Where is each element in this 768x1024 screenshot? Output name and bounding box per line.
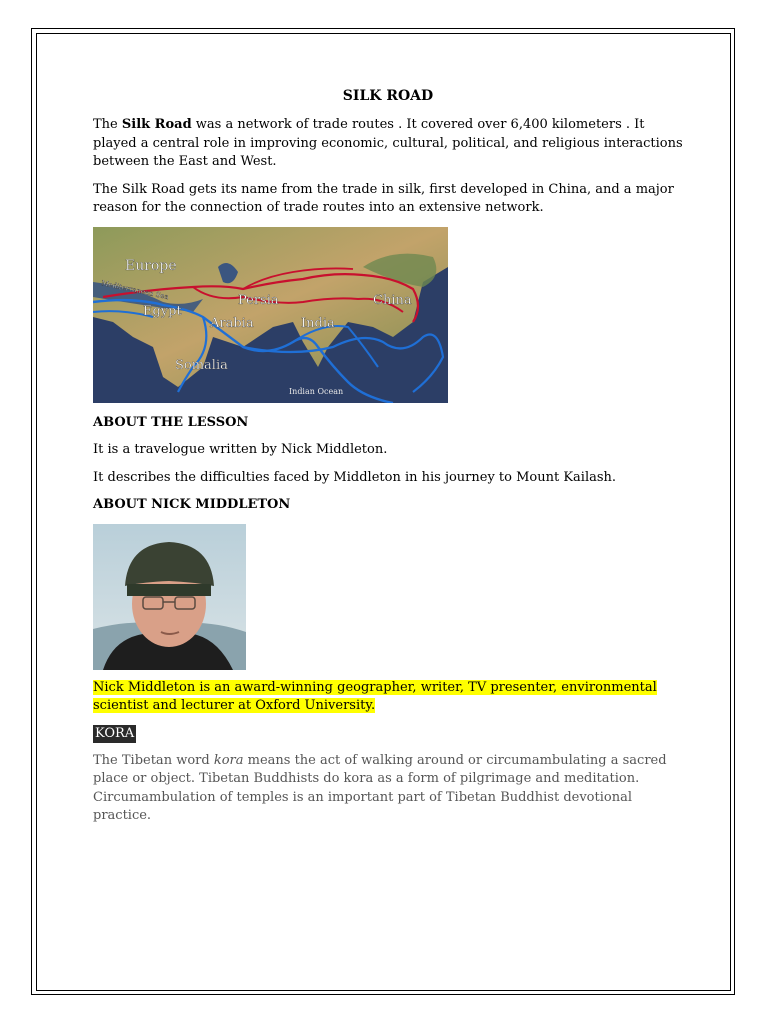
map-label-india: India <box>301 315 335 331</box>
intro-paragraph-1: The Silk Road was a network of trade routes . It covered over 6,400 kilometers . It played a central role in improving economic, cultural, political, and religious interactions between the East and West. <box>93 117 683 169</box>
about-lesson-paragraph-1: It is a travelogue written by Nick Middleton. <box>93 442 388 457</box>
map-label-med-sea: Mediterranean Sea <box>100 278 170 301</box>
author-bio <box>93 679 683 716</box>
map-label-egypt: Egypt <box>143 303 182 319</box>
kora-italic: kora <box>213 752 244 768</box>
about-author-heading: ABOUT NICK MIDDLETON <box>93 497 291 512</box>
intro-paragraph-2: The Silk Road gets its name from the trade in silk, first developed in China, and a major reason for the connection of trade routes into an extensive network. <box>93 181 674 215</box>
kora-label: KORA <box>95 725 135 741</box>
kora-paragraph: The Tibetan word kora means the act of walking around or circumambulating a sacred place or object. Tibetan Buddhists do kora as a form of pilgrimage and meditation. Circumambulation of temples is an important part of Tibetan Buddhist devotional practice. <box>93 752 667 823</box>
nick-middleton-photo <box>93 524 246 670</box>
map-label-europe: Europe <box>125 257 177 274</box>
kora-label-wrap <box>93 725 683 752</box>
map-label-indian-ocean: Indian Ocean <box>289 386 344 396</box>
map-label-china: China <box>373 292 412 308</box>
map-label-somalia: Somalia <box>175 357 228 373</box>
about-lesson-paragraph-2: It describes the difficulties faced by Middleton in his journey to Mount Kailash. <box>93 469 617 485</box>
silk-road-bold: Silk Road <box>121 117 192 132</box>
silk-road-map <box>93 227 448 403</box>
about-lesson-heading: ABOUT THE LESSON <box>93 414 249 430</box>
page-title: SILK ROAD <box>342 88 434 104</box>
map-label-persia: Persia <box>238 292 279 308</box>
document-body <box>93 86 683 835</box>
map-label-arabia: Arabia <box>210 315 254 331</box>
author-bio-highlight: Nick Middleton is an award-winning geographer, writer, TV presenter, environmental scientist and lecturer at Oxford University. <box>93 679 657 713</box>
